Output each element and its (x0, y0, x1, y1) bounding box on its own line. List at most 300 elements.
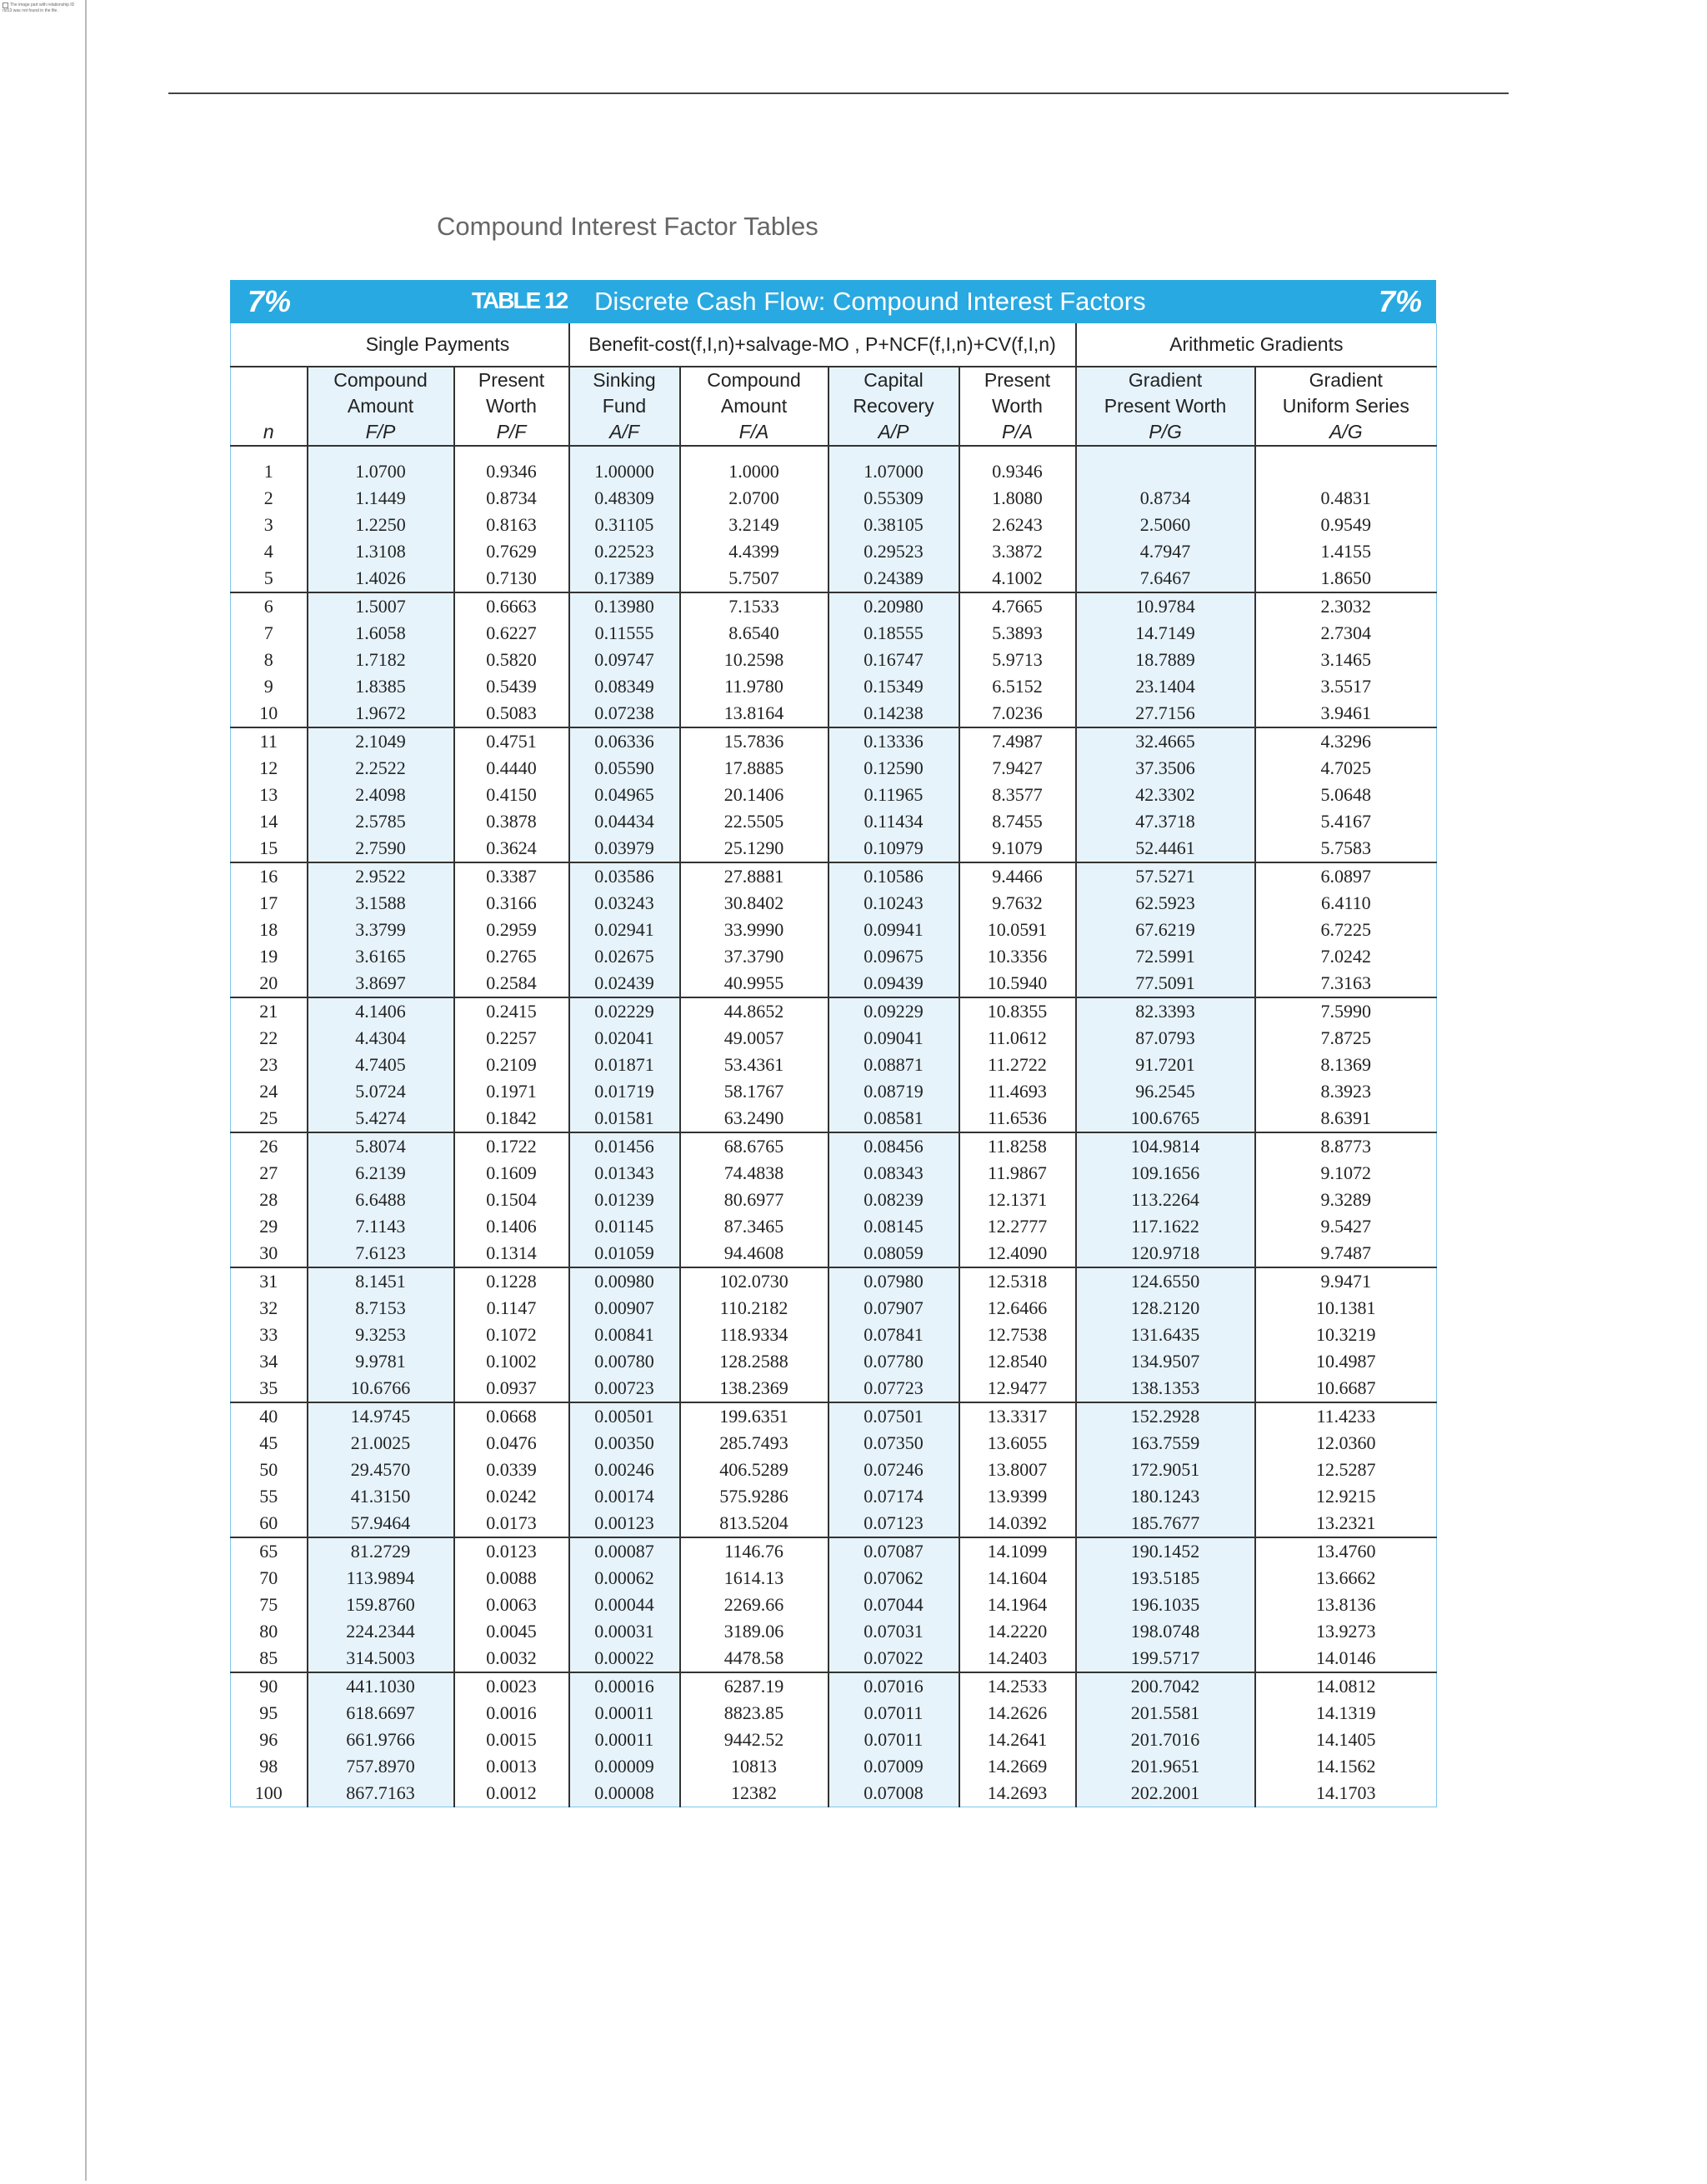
column-header-line1: Gradient (1128, 369, 1203, 391)
factor-cell: 9.7487 (1255, 1240, 1437, 1267)
table-row (231, 970, 1437, 997)
factor-cell: 0.11965 (828, 782, 959, 808)
factor-cell: 15.7836 (680, 727, 828, 755)
table-row (231, 782, 1437, 808)
factor-cell: 3.5517 (1255, 673, 1437, 700)
factor-cell: 0.10979 (828, 835, 959, 862)
table-row (231, 755, 1437, 782)
factor-cell: 11.4233 (1255, 1402, 1437, 1430)
group-header-blank (231, 323, 308, 367)
table-row (231, 1348, 1437, 1375)
table-row (231, 1105, 1437, 1132)
group-header-single: Single Payments (308, 323, 569, 367)
factor-cell: 3189.06 (680, 1618, 828, 1645)
column-header-a-p (828, 367, 959, 446)
period-cell: 22 (231, 1025, 308, 1052)
factor-cell: 14.2693 (959, 1780, 1076, 1807)
factor-cell: 22.5505 (680, 808, 828, 835)
factor-cell: 0.7629 (454, 538, 569, 565)
factor-cell: 0.09941 (828, 917, 959, 943)
spacer-cell (1255, 446, 1437, 458)
factor-cell: 0.04434 (569, 808, 680, 835)
column-header-symbol: P/A (1001, 421, 1034, 442)
column-header-symbol: P/G (1149, 421, 1182, 442)
factor-cell: 13.8136 (1255, 1592, 1437, 1618)
period-cell: 80 (231, 1618, 308, 1645)
factor-cell: 8.7153 (308, 1295, 454, 1322)
column-header-p-g (1076, 367, 1255, 446)
factor-cell: 7.0236 (959, 700, 1076, 727)
period-cell: 2 (231, 485, 308, 512)
factor-cell: 21.0025 (308, 1430, 454, 1457)
table-row (231, 917, 1437, 943)
period-cell: 65 (231, 1537, 308, 1565)
factor-cell: 128.2120 (1076, 1295, 1255, 1322)
table-row (231, 1700, 1437, 1727)
factor-cell: 0.0023 (454, 1672, 569, 1700)
factor-cell: 0.08343 (828, 1160, 959, 1187)
column-header-symbol: n (263, 421, 274, 442)
factor-cell: 63.2490 (680, 1105, 828, 1132)
column-header-line2: Amount (720, 395, 788, 417)
factor-cell: 113.2264 (1076, 1187, 1255, 1213)
factor-cell: 0.00907 (569, 1295, 680, 1322)
factor-cell: 109.1656 (1076, 1160, 1255, 1187)
factor-cell: 180.1243 (1076, 1483, 1255, 1510)
factor-cell: 1.7182 (308, 647, 454, 673)
factor-cell: 96.2545 (1076, 1078, 1255, 1105)
period-cell: 55 (231, 1483, 308, 1510)
factor-cell: 14.1964 (959, 1592, 1076, 1618)
factor-cell: 2.6243 (959, 512, 1076, 538)
factor-cell: 13.6055 (959, 1430, 1076, 1457)
factor-cell: 91.7201 (1076, 1052, 1255, 1078)
factor-cell: 0.07841 (828, 1322, 959, 1348)
period-cell: 45 (231, 1430, 308, 1457)
factor-cell: 0.3166 (454, 890, 569, 917)
factor-cell: 5.7507 (680, 565, 828, 592)
factor-cell: 0.7130 (454, 565, 569, 592)
period-cell: 5 (231, 565, 308, 592)
factor-cell: 113.9894 (308, 1565, 454, 1592)
factor-cell: 53.4361 (680, 1052, 828, 1078)
factor-cell: 12.6466 (959, 1295, 1076, 1322)
factor-cell: 1.2250 (308, 512, 454, 538)
rate-left: 7% (248, 284, 292, 318)
factor-cell: 42.3302 (1076, 782, 1255, 808)
factor-cell: 14.2669 (959, 1753, 1076, 1780)
factor-cell: 0.07031 (828, 1618, 959, 1645)
factor-cell: 67.6219 (1076, 917, 1255, 943)
factor-cell: 138.1353 (1076, 1375, 1255, 1402)
factor-cell: 813.5204 (680, 1510, 828, 1537)
table-row (231, 727, 1437, 755)
factor-cell: 52.4461 (1076, 835, 1255, 862)
period-cell: 10 (231, 700, 308, 727)
factor-cell: 27.8881 (680, 862, 828, 890)
factor-cell: 0.11555 (569, 620, 680, 647)
factor-cell: 0.08719 (828, 1078, 959, 1105)
factor-cell: 0.4440 (454, 755, 569, 782)
factor-cell: 200.7042 (1076, 1672, 1255, 1700)
spacer-cell (959, 446, 1076, 458)
factor-cell: 3.2149 (680, 512, 828, 538)
factor-cell: 0.29523 (828, 538, 959, 565)
factor-cell: 49.0057 (680, 1025, 828, 1052)
factor-cell: 25.1290 (680, 835, 828, 862)
factor-cell (1076, 458, 1255, 485)
table-row (231, 1160, 1437, 1187)
factor-cell: 0.01456 (569, 1132, 680, 1160)
factor-cell: 10.6687 (1255, 1375, 1437, 1402)
factor-cell: 0.1072 (454, 1322, 569, 1348)
column-header-line1: Compound (707, 369, 801, 391)
factor-cell: 0.03979 (569, 835, 680, 862)
factor-cell: 9.4466 (959, 862, 1076, 890)
factor-cell: 8.6540 (680, 620, 828, 647)
factor-cell: 11.9867 (959, 1160, 1076, 1187)
factor-cell: 11.0612 (959, 1025, 1076, 1052)
factor-cell: 0.2257 (454, 1025, 569, 1052)
period-cell: 6 (231, 592, 308, 620)
factor-cell: 37.3506 (1076, 755, 1255, 782)
factor-cell: 0.8734 (1076, 485, 1255, 512)
column-header-row (231, 367, 1437, 446)
table-row (231, 1672, 1437, 1700)
table-row (231, 592, 1437, 620)
table-row (231, 1402, 1437, 1430)
factor-table (230, 280, 1436, 1807)
factor-cell: 0.2109 (454, 1052, 569, 1078)
factor-cell: 0.00011 (569, 1727, 680, 1753)
factor-cell: 0.00723 (569, 1375, 680, 1402)
factor-cell: 0.15349 (828, 673, 959, 700)
factor-cell: 9.3253 (308, 1322, 454, 1348)
table-row (231, 620, 1437, 647)
factor-cell: 37.3790 (680, 943, 828, 970)
factor-cell: 0.06336 (569, 727, 680, 755)
factor-cell: 128.2588 (680, 1348, 828, 1375)
period-cell: 32 (231, 1295, 308, 1322)
factor-cell: 2.2522 (308, 755, 454, 782)
factor-cell: 4.7665 (959, 592, 1076, 620)
factor-cell: 80.6977 (680, 1187, 828, 1213)
factor-cell: 201.7016 (1076, 1727, 1255, 1753)
factor-cell: 2.3032 (1255, 592, 1437, 620)
factor-cell: 0.38105 (828, 512, 959, 538)
factor-cell: 13.4760 (1255, 1537, 1437, 1565)
factor-cell: 33.9990 (680, 917, 828, 943)
factor-cell: 2.1049 (308, 727, 454, 755)
table-row (231, 862, 1437, 890)
factor-cell: 10.4987 (1255, 1348, 1437, 1375)
top-rule (168, 92, 1509, 94)
factor-cell: 4.1002 (959, 565, 1076, 592)
factor-cell: 0.1406 (454, 1213, 569, 1240)
factor-cell: 224.2344 (308, 1618, 454, 1645)
factor-cell: 0.00087 (569, 1537, 680, 1565)
factor-cell: 0.00062 (569, 1565, 680, 1592)
factor-cell: 8.7455 (959, 808, 1076, 835)
factor-cell: 0.0123 (454, 1537, 569, 1565)
factor-cell: 4.4304 (308, 1025, 454, 1052)
factor-cell: 575.9286 (680, 1483, 828, 1510)
factor-cell: 12382 (680, 1780, 828, 1807)
factor-cell: 0.00980 (569, 1267, 680, 1295)
factor-cell: 7.1533 (680, 592, 828, 620)
period-cell: 70 (231, 1565, 308, 1592)
factor-cell: 12.0360 (1255, 1430, 1437, 1457)
factor-cell: 0.9346 (959, 458, 1076, 485)
factor-cell: 20.1406 (680, 782, 828, 808)
column-header-a-f (569, 367, 680, 446)
column-header-line2: Worth (992, 395, 1043, 417)
factor-cell: 1.1449 (308, 485, 454, 512)
period-cell: 8 (231, 647, 308, 673)
factor-cell: 5.4274 (308, 1105, 454, 1132)
factor-cell: 5.9713 (959, 647, 1076, 673)
table-number: TABLE 12 (472, 287, 568, 313)
factor-cell: 0.02675 (569, 943, 680, 970)
factor-cell: 618.6697 (308, 1700, 454, 1727)
factor-cell: 4.7405 (308, 1052, 454, 1078)
factor-cell: 7.5990 (1255, 997, 1437, 1025)
table-row (231, 1565, 1437, 1592)
column-header-line2: Recovery (853, 395, 934, 417)
table-row (231, 1132, 1437, 1160)
factor-cell: 0.2584 (454, 970, 569, 997)
factor-cell: 0.0088 (454, 1565, 569, 1592)
factor-cell: 2.7304 (1255, 620, 1437, 647)
factor-cell (1255, 458, 1437, 485)
factor-cell: 5.0648 (1255, 782, 1437, 808)
period-cell: 85 (231, 1645, 308, 1672)
factor-cell: 120.9718 (1076, 1240, 1255, 1267)
factor-cell: 0.4831 (1255, 485, 1437, 512)
factor-cell: 138.2369 (680, 1375, 828, 1402)
factor-cell: 0.01871 (569, 1052, 680, 1078)
factor-cell: 0.07238 (569, 700, 680, 727)
factor-cell: 14.2533 (959, 1672, 1076, 1700)
period-cell: 7 (231, 620, 308, 647)
table-row (231, 1295, 1437, 1322)
factor-cell: 1146.76 (680, 1537, 828, 1565)
factor-cell: 12.9477 (959, 1375, 1076, 1402)
period-cell: 31 (231, 1267, 308, 1295)
factor-cell: 8.1369 (1255, 1052, 1437, 1078)
factor-cell: 0.0063 (454, 1592, 569, 1618)
factor-cell: 0.08145 (828, 1213, 959, 1240)
factor-cell: 0.07016 (828, 1672, 959, 1700)
period-cell: 9 (231, 673, 308, 700)
column-header-symbol: F/P (365, 421, 396, 442)
spacer-cell (308, 446, 454, 458)
factor-cell: 14.0146 (1255, 1645, 1437, 1672)
factor-cell: 12.5287 (1255, 1457, 1437, 1483)
group-header-gradient: Arithmetic Gradients (1076, 323, 1437, 367)
broken-image-icon (3, 2, 8, 8)
factor-cell: 0.24389 (828, 565, 959, 592)
factor-cell: 134.9507 (1076, 1348, 1255, 1375)
factor-cell: 6.0897 (1255, 862, 1437, 890)
table-row (231, 1025, 1437, 1052)
factor-cell: 11.6536 (959, 1105, 1076, 1132)
column-header-symbol: F/A (738, 421, 769, 442)
factor-cell: 14.2220 (959, 1618, 1076, 1645)
factor-cell: 0.07174 (828, 1483, 959, 1510)
factor-cell: 3.9461 (1255, 700, 1437, 727)
factor-cell: 0.01239 (569, 1187, 680, 1213)
factor-cell: 0.0937 (454, 1375, 569, 1402)
factor-cell: 0.07350 (828, 1430, 959, 1457)
factor-cell: 12.1371 (959, 1187, 1076, 1213)
factor-cell: 102.0730 (680, 1267, 828, 1295)
factor-cell: 14.2641 (959, 1727, 1076, 1753)
factor-cell: 7.3163 (1255, 970, 1437, 997)
factor-cell: 0.09439 (828, 970, 959, 997)
factor-cell: 0.07780 (828, 1348, 959, 1375)
column-header-f-a (680, 367, 828, 446)
table-row (231, 1322, 1437, 1348)
factor-cell: 57.9464 (308, 1510, 454, 1537)
table-row (231, 1727, 1437, 1753)
period-cell: 34 (231, 1348, 308, 1375)
table-row (231, 1780, 1437, 1807)
factor-cell: 124.6550 (1076, 1267, 1255, 1295)
factor-cell: 5.7583 (1255, 835, 1437, 862)
factor-cell: 58.1767 (680, 1078, 828, 1105)
factor-cell: 0.07246 (828, 1457, 959, 1483)
factor-cell: 163.7559 (1076, 1430, 1255, 1457)
factor-cell: 6.5152 (959, 673, 1076, 700)
factor-cell: 11.9780 (680, 673, 828, 700)
factor-cell: 1.8650 (1255, 565, 1437, 592)
factor-cell: 6.6488 (308, 1187, 454, 1213)
factor-cell: 94.4608 (680, 1240, 828, 1267)
table-row (231, 647, 1437, 673)
factor-cell: 68.6765 (680, 1132, 828, 1160)
period-cell: 35 (231, 1375, 308, 1402)
table-row (231, 1753, 1437, 1780)
factor-cell: 0.0668 (454, 1402, 569, 1430)
factor-cell: 0.03243 (569, 890, 680, 917)
factor-cell: 8.3577 (959, 782, 1076, 808)
factor-cell: 6.2139 (308, 1160, 454, 1187)
factor-cell: 0.13980 (569, 592, 680, 620)
factor-cell: 0.07123 (828, 1510, 959, 1537)
factor-cell: 7.1143 (308, 1213, 454, 1240)
factor-cell: 1.9672 (308, 700, 454, 727)
factor-cell: 1.4155 (1255, 538, 1437, 565)
factor-cell: 13.6662 (1255, 1565, 1437, 1592)
factor-cell: 0.07009 (828, 1753, 959, 1780)
period-cell: 90 (231, 1672, 308, 1700)
factor-cell: 0.00123 (569, 1510, 680, 1537)
factor-cell: 0.00174 (569, 1483, 680, 1510)
factor-cell: 3.6165 (308, 943, 454, 970)
factor-cell: 2.9522 (308, 862, 454, 890)
table-row (231, 1457, 1437, 1483)
factor-cell: 1.6058 (308, 620, 454, 647)
column-header-line1: Gradient (1309, 369, 1383, 391)
factor-cell: 1.4026 (308, 565, 454, 592)
factor-cell: 2.7590 (308, 835, 454, 862)
factor-cell: 10.3356 (959, 943, 1076, 970)
factor-cell: 14.2403 (959, 1645, 1076, 1672)
factor-cell: 0.01343 (569, 1160, 680, 1187)
factor-cell: 0.08349 (569, 673, 680, 700)
factor-cell: 0.4150 (454, 782, 569, 808)
table-title: Discrete Cash Flow: Compound Interest Factors (594, 287, 1146, 316)
factor-cell: 3.1465 (1255, 647, 1437, 673)
factor-cell: 11.4693 (959, 1078, 1076, 1105)
table-row (231, 485, 1437, 512)
table-row (231, 565, 1437, 592)
factor-cell: 0.01059 (569, 1240, 680, 1267)
factor-cell: 0.3878 (454, 808, 569, 835)
column-header-line2: Worth (486, 395, 537, 417)
factor-cell: 0.14238 (828, 700, 959, 727)
table-row (231, 700, 1437, 727)
spacer-cell (454, 446, 569, 458)
factor-cell: 0.0015 (454, 1727, 569, 1753)
factor-cell: 0.8734 (454, 485, 569, 512)
factor-cell: 867.7163 (308, 1780, 454, 1807)
factor-cell: 104.9814 (1076, 1132, 1255, 1160)
factor-cell: 7.9427 (959, 755, 1076, 782)
column-header-line1: Capital (864, 369, 924, 391)
factor-cell: 10.8355 (959, 997, 1076, 1025)
page-heading: Compound Interest Factor Tables (437, 212, 818, 241)
factor-cell: 0.1609 (454, 1160, 569, 1187)
column-header-p-f (454, 367, 569, 446)
spacer-cell (1076, 446, 1255, 458)
factor-cell: 1.8385 (308, 673, 454, 700)
factor-cell: 6287.19 (680, 1672, 828, 1700)
period-cell: 1 (231, 458, 308, 485)
factor-cell: 0.5439 (454, 673, 569, 700)
factor-cell: 0.1314 (454, 1240, 569, 1267)
factor-cell: 0.00031 (569, 1618, 680, 1645)
table-row (231, 512, 1437, 538)
factor-cell: 14.7149 (1076, 620, 1255, 647)
factor-cell: 0.0173 (454, 1510, 569, 1537)
period-cell: 19 (231, 943, 308, 970)
factor-cell: 47.3718 (1076, 808, 1255, 835)
factor-cell: 87.0793 (1076, 1025, 1255, 1052)
factor-cell: 17.8885 (680, 755, 828, 782)
factor-cell: 10.5940 (959, 970, 1076, 997)
factor-cell: 0.17389 (569, 565, 680, 592)
factor-cell: 7.4987 (959, 727, 1076, 755)
factor-cell: 0.00011 (569, 1700, 680, 1727)
factor-cell: 193.5185 (1076, 1565, 1255, 1592)
column-header-symbol: A/G (1329, 421, 1363, 442)
period-cell: 60 (231, 1510, 308, 1537)
factor-cell: 0.09229 (828, 997, 959, 1025)
table-row (231, 943, 1437, 970)
table-row (231, 1078, 1437, 1105)
factor-cell: 14.1405 (1255, 1727, 1437, 1753)
factor-cell: 0.07501 (828, 1402, 959, 1430)
factor-cell: 0.00246 (569, 1457, 680, 1483)
factor-cell: 0.01719 (569, 1078, 680, 1105)
factor-cell: 1.3108 (308, 538, 454, 565)
column-header-p-a (959, 367, 1076, 446)
factor-cell: 0.0016 (454, 1700, 569, 1727)
factor-cell: 13.8164 (680, 700, 828, 727)
factor-cell: 0.8163 (454, 512, 569, 538)
